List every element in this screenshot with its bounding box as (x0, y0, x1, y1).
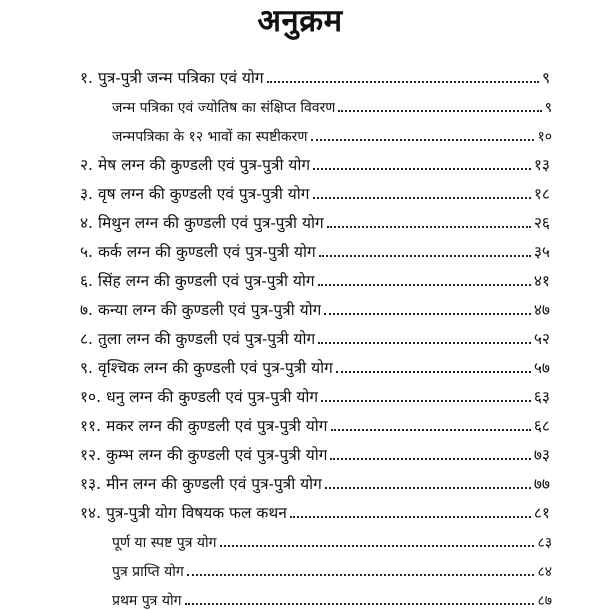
toc-entry-number: ७. (80, 301, 93, 319)
toc-entry-title: मिथुन लग्न की कुण्डली एवं पुत्र-पुत्री योग (98, 214, 324, 232)
toc-entry-number: ८. (80, 330, 93, 348)
toc-subentry[interactable] (112, 557, 552, 581)
dot-leader (324, 313, 530, 315)
toc-page-number: ८३ (537, 535, 552, 551)
toc-page-number: ५२ (533, 330, 550, 348)
toc-entry[interactable] (80, 209, 550, 233)
toc-entry-number: ६. (80, 272, 93, 290)
toc-entry-number: ५. (80, 243, 93, 261)
toc-subentry[interactable] (112, 122, 552, 146)
toc-entry[interactable] (80, 383, 550, 407)
dot-leader (185, 603, 535, 605)
toc-entry-title: जन्म पत्रिका एवं ज्योतिष का संक्षिप्त विवरण (112, 100, 336, 116)
toc-entry-title: मीन लग्न की कुण्डली एवं पुत्र-पुत्री योग (106, 475, 322, 493)
toc-entry[interactable] (80, 441, 550, 465)
toc-page-number: १० (537, 129, 552, 145)
toc-entry[interactable] (80, 267, 550, 291)
toc-entry-title: पुत्र-पुत्री योग विषयक फल कथन (106, 504, 287, 522)
toc-page-number: ९ (541, 69, 550, 87)
toc-entry-number: ३. (80, 185, 93, 203)
toc-entry-title: पूर्ण या स्पष्ट पुत्र योग (112, 535, 217, 551)
toc-entry-number: ९. (80, 359, 93, 377)
toc-entry-number: ११. (80, 417, 102, 435)
toc-page-number: ४७ (533, 301, 550, 319)
toc-entry[interactable] (80, 470, 550, 494)
page-title: अनुक्रम (257, 3, 343, 39)
dot-leader (319, 255, 531, 257)
toc-entry-title: पुत्र-पुत्री जन्म पत्रिका एवं योग (98, 69, 264, 87)
dot-leader (336, 371, 531, 373)
dot-leader (220, 545, 535, 547)
toc-entry-title: कुम्भ लग्न की कुण्डली एवं पुत्र-पुत्री योग (106, 446, 328, 464)
toc-page-number: २६ (533, 214, 550, 232)
dot-leader (313, 197, 531, 199)
toc-entry[interactable] (80, 499, 550, 523)
toc-page-number: ९ (544, 100, 552, 116)
toc-entry-title: मेष लग्न की कुण्डली एवं पुत्र-पुत्री योग (98, 156, 311, 174)
dot-leader (318, 342, 531, 344)
toc-entry-number: १. (80, 69, 93, 87)
toc-page-number: ४१ (533, 272, 550, 290)
toc-entry-title: कर्क लग्न की कुण्डली एवं पुत्र-पुत्री योग (98, 243, 316, 261)
dot-leader (311, 139, 535, 141)
toc-entry[interactable] (80, 412, 550, 436)
dot-leader (327, 226, 531, 228)
toc-page-number: १८ (533, 185, 550, 203)
toc-page-number: ८१ (533, 504, 550, 522)
toc-entry-title: जन्मपत्रिका के १२ भावों का स्पष्टीकरण (112, 129, 308, 145)
toc-page-number: ६३ (533, 388, 550, 406)
toc-entry[interactable] (80, 180, 550, 204)
toc-entry-title: मकर लग्न की कुण्डली एवं पुत्र-पुत्री योग (106, 417, 328, 435)
toc-page-number: ७३ (533, 446, 550, 464)
toc-page-number: ५७ (533, 359, 550, 377)
toc-entry-number: १२. (80, 446, 102, 464)
toc-page-number: १३ (533, 156, 550, 174)
toc-page-number: ८४ (537, 564, 552, 580)
toc-entry[interactable] (80, 296, 550, 320)
dot-leader (331, 429, 531, 431)
dot-leader (187, 574, 535, 576)
toc-entry-title: तुला लग्न की कुण्डली एवं पुत्र-पुत्री योग (98, 330, 316, 348)
dot-leader (313, 168, 531, 170)
toc-entry[interactable] (80, 151, 550, 175)
toc-entry[interactable] (80, 238, 550, 262)
toc-page-number: ६८ (533, 417, 550, 435)
toc-entry-number: १०. (80, 388, 102, 406)
toc-entry[interactable] (80, 64, 550, 88)
toc-entry-number: २. (80, 156, 93, 174)
dot-leader (325, 487, 531, 489)
toc-entry-title: धनु लग्न की कुण्डली एवं पुत्र-पुत्री योग (106, 388, 319, 406)
toc-page-number: ७७ (533, 475, 550, 493)
dot-leader (338, 110, 541, 112)
toc-entry-title: पुत्र प्राप्ति योग (112, 564, 184, 580)
toc-page-number: ८७ (537, 593, 552, 609)
toc-subentry[interactable] (112, 93, 552, 117)
toc-entry-title: सिंह लग्न की कुण्डली एवं पुत्र-पुत्री योग (98, 272, 315, 290)
toc-entry-number: १४. (80, 504, 102, 522)
toc-entry-title: प्रथम पुत्र योग (112, 593, 182, 609)
dot-leader (267, 81, 539, 83)
dot-leader (321, 400, 531, 402)
toc-subentry[interactable] (112, 528, 552, 552)
toc-entry-title: वृश्चिक लग्न की कुण्डली एवं पुत्र-पुत्री योग (98, 359, 333, 377)
toc-entry-number: ४. (80, 214, 93, 232)
toc-entry[interactable] (80, 354, 550, 378)
dot-leader (318, 284, 531, 286)
toc-entry-number: १३. (80, 475, 102, 493)
toc-entry-title: कन्या लग्न की कुण्डली एवं पुत्र-पुत्री योग (98, 301, 322, 319)
toc-subentry[interactable] (112, 586, 552, 610)
dot-leader (330, 458, 530, 460)
toc-page-number: ३५ (533, 243, 550, 261)
dot-leader (290, 516, 531, 518)
toc-entry-title: वृष लग्न की कुण्डली एवं पुत्र-पुत्री योग (98, 185, 310, 203)
toc-entry[interactable] (80, 325, 550, 349)
